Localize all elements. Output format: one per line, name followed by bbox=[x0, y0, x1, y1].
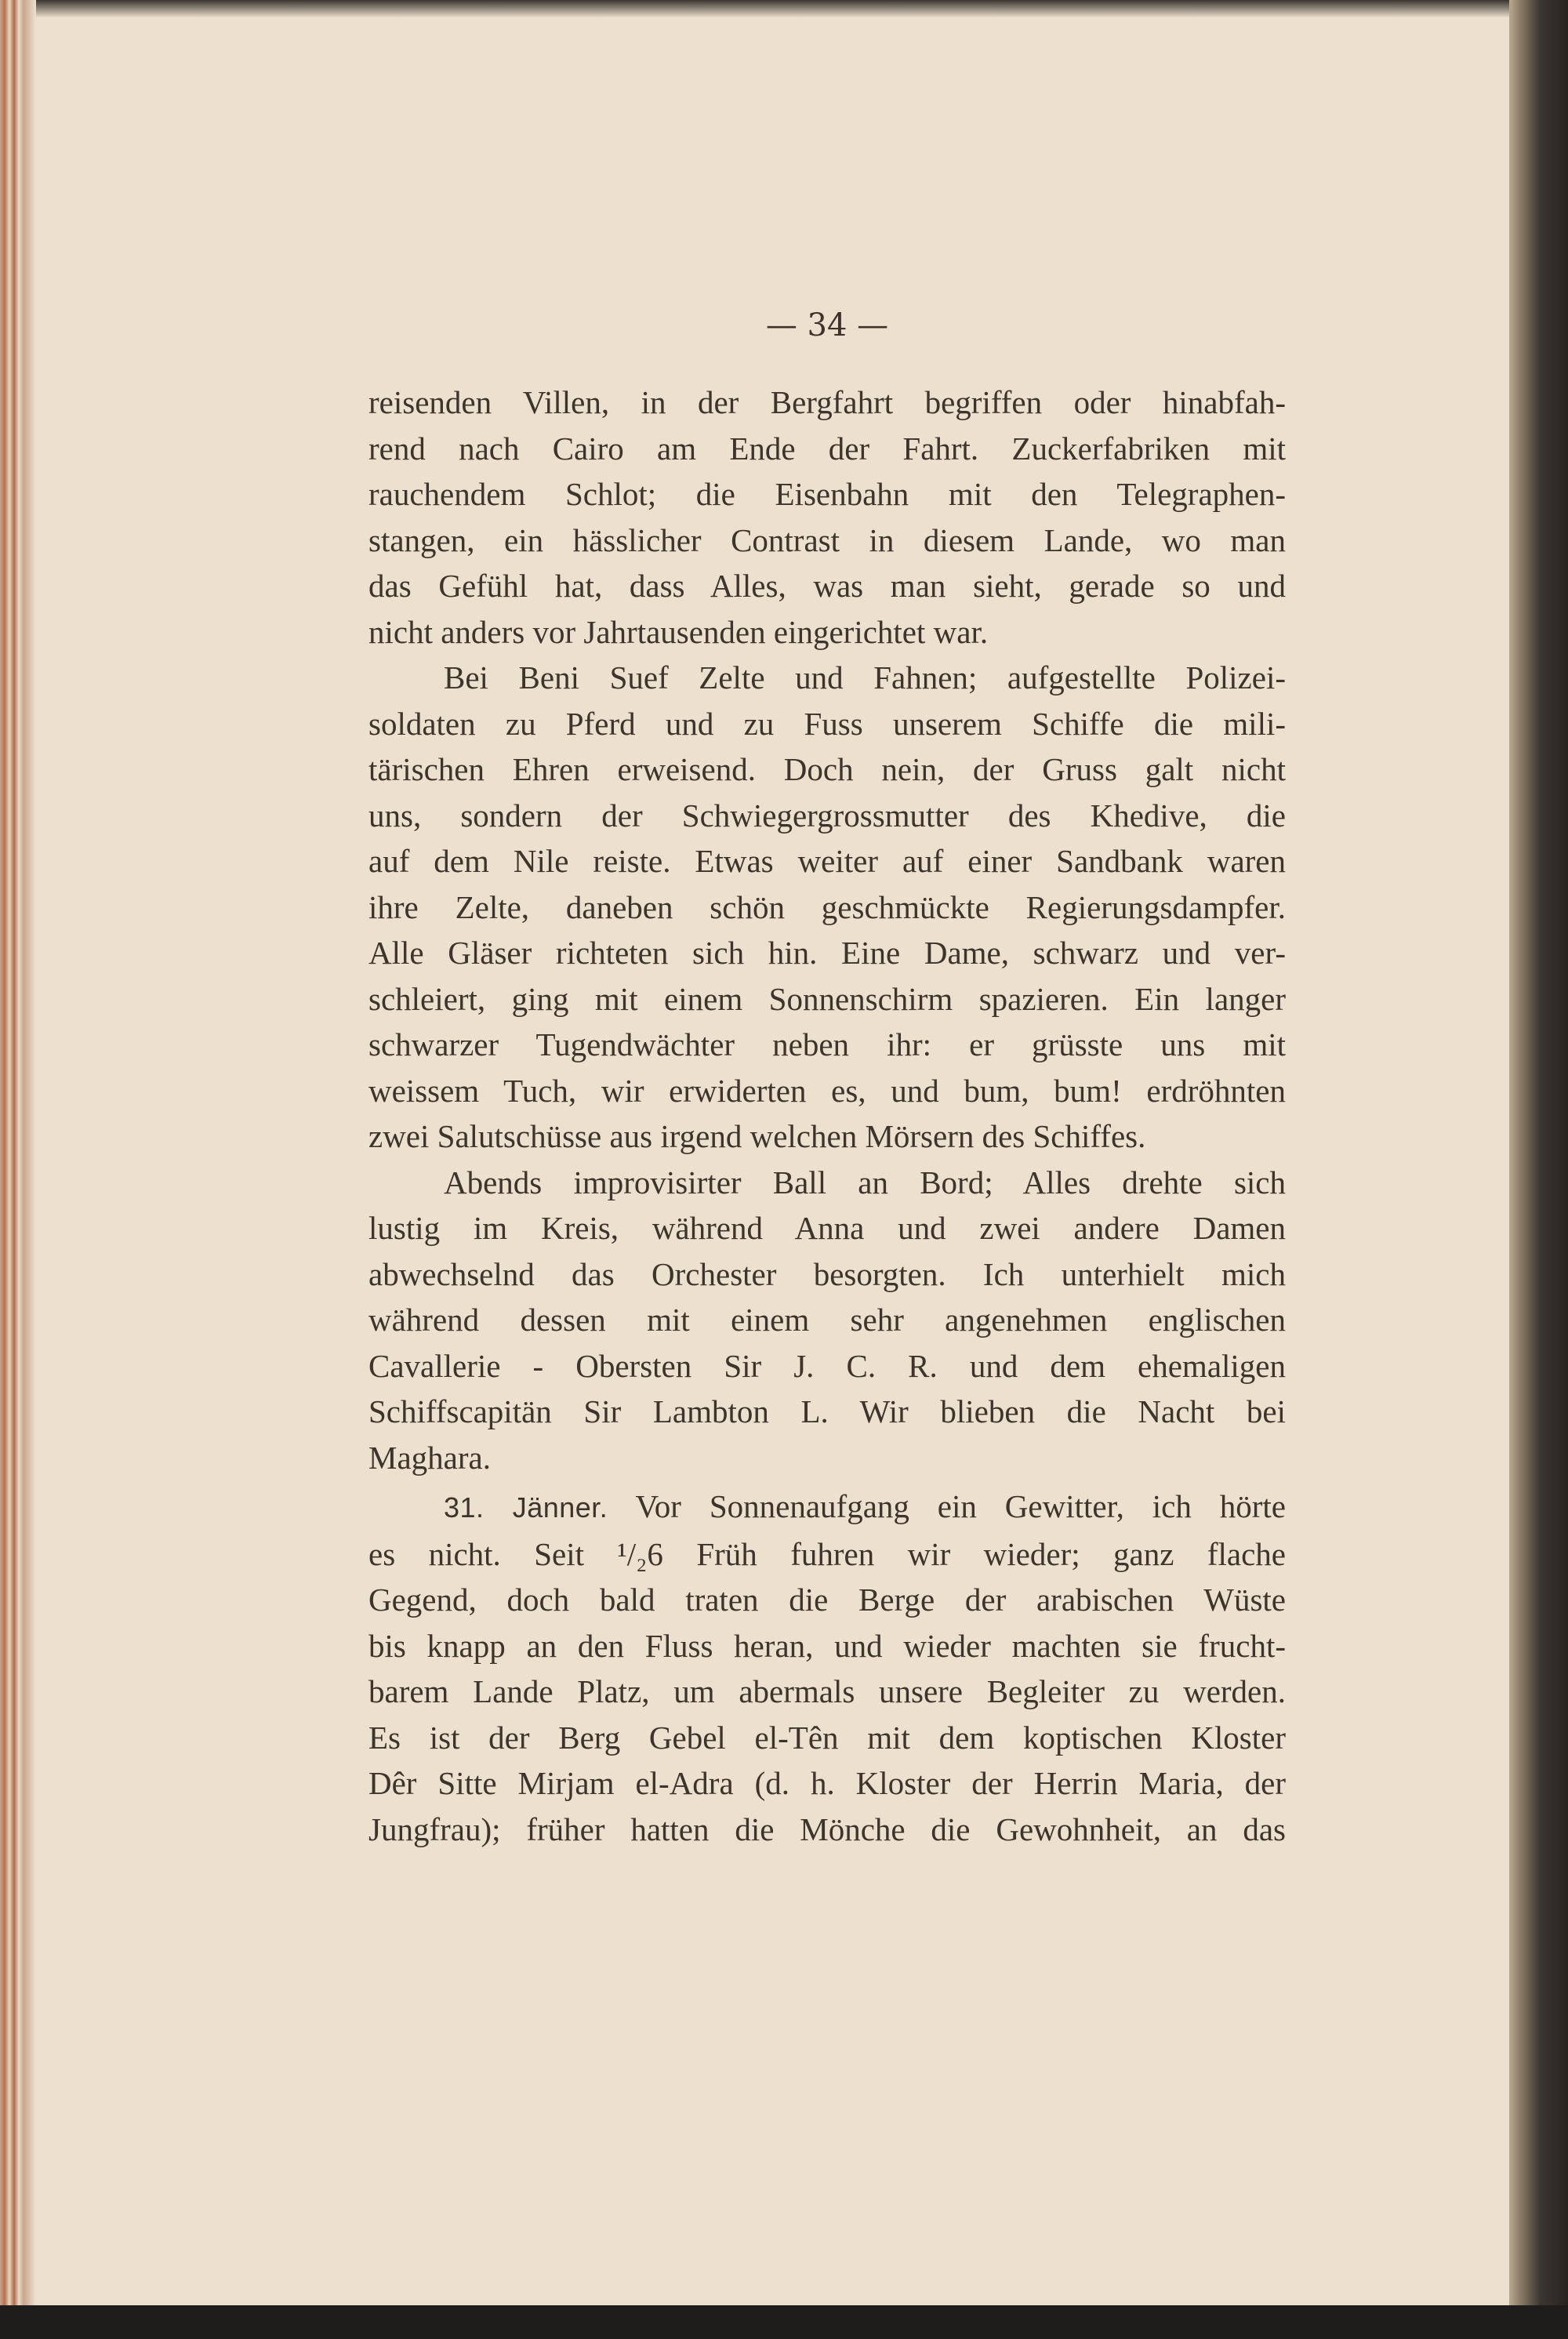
text-line: während dessen mit einem sehr angenehmen englischen bbox=[368, 1302, 1286, 1338]
paragraph-3 bbox=[368, 1160, 1286, 1481]
text-line: Jungfrau); früher hatten die Mönche die Gewohnheit, an das bbox=[368, 1811, 1286, 1847]
book-spine bbox=[1509, 0, 1568, 2339]
paragraph-4 bbox=[368, 1484, 1286, 1852]
text-line: Bei Beni Suef Zelte und Fahnen; aufgestellte Polizei- bbox=[444, 659, 1286, 696]
text-line: Dêr Sitte Mirjam el-Adra (d. h. Kloster der Herrin Maria, der bbox=[368, 1765, 1286, 1801]
text-line: reisenden Villen, in der Bergfahrt begriffen oder hinabfah- bbox=[368, 384, 1286, 420]
body-text bbox=[368, 380, 1286, 1852]
paragraph-2 bbox=[368, 655, 1286, 1160]
text-line: tärischen Ehren erweisend. Doch nein, der Gruss galt nicht bbox=[368, 751, 1286, 787]
text-line: Maghara. bbox=[368, 1439, 491, 1476]
page-top-edge bbox=[0, 0, 1509, 17]
text-line: auf dem Nile reiste. Etwas weiter auf einer Sandbank waren bbox=[368, 843, 1286, 879]
text-line: Es ist der Berg Gebel el-Tên mit dem koptischen Kloster bbox=[368, 1719, 1286, 1756]
text-line: rauchendem Schlot; die Eisenbahn mit den Telegraphen- bbox=[368, 476, 1286, 512]
text-line: nicht anders vor Jahrtausenden eingerichtet war. bbox=[368, 613, 989, 650]
scan-background bbox=[0, 2305, 1568, 2339]
text-line: barem Lande Platz, um abermals unsere Begleiter zu werden. bbox=[368, 1673, 1286, 1709]
text-line: bis knapp an den Fluss heran, und wieder machten sie frucht- bbox=[368, 1627, 1286, 1664]
text-line: stangen, ein hässlicher Contrast in diesem Lande, wo man bbox=[368, 521, 1286, 558]
paragraph-1 bbox=[368, 380, 1286, 655]
text-line: es nicht. Seit ¹/₂6 Früh fuhren wir wieder; ganz flache bbox=[368, 1535, 1286, 1572]
page-stack-edge bbox=[0, 0, 36, 2305]
text-line: schwarzer Tugendwächter neben ihr: er grüsste uns mit bbox=[368, 1026, 1286, 1062]
text-line: das Gefühl hat, dass Alles, was man sieht, gerade so und bbox=[368, 568, 1286, 604]
entry-date: 31. Jänner. bbox=[444, 1491, 608, 1524]
page-number: — 34 — bbox=[765, 307, 889, 343]
text-line: lustig im Kreis, während Anna und zwei andere Damen bbox=[368, 1210, 1286, 1246]
text-line-rest: Vor Sonnenaufgang ein Gewitter, ich hörte bbox=[635, 1488, 1286, 1524]
text-line: ihre Zelte, daneben schön geschmückte Regierungsdampfer. bbox=[368, 888, 1286, 925]
text-line: soldaten zu Pferd und zu Fuss unserem Schiffe die mili- bbox=[368, 705, 1286, 742]
dated-line bbox=[368, 1484, 1286, 1531]
text-line: zwei Salutschüsse aus irgend welchen Mörsern des Schiffes. bbox=[368, 1118, 1146, 1154]
text-line: schleiert, ging mit einem Sonnenschirm spazieren. Ein langer bbox=[368, 980, 1286, 1017]
text-line: Schiffscapitän Sir Lambton L. Wir blieben die Nacht bei bbox=[368, 1393, 1286, 1429]
text-line: weissem Tuch, wir erwiderten es, und bum, bum! erdröhnten bbox=[368, 1072, 1286, 1109]
text-line: Gegend, doch bald traten die Berge der arabischen Wüste bbox=[368, 1582, 1286, 1618]
text-line: uns, sondern der Schwiegergrossmutter des Khedive, die bbox=[368, 797, 1286, 834]
text-line: Abends improvisirter Ball an Bord; Alles drehte sich bbox=[444, 1164, 1286, 1200]
text-line: abwechselnd das Orchester besorgten. Ich unterhielt mich bbox=[368, 1255, 1286, 1292]
text-line: Alle Gläser richteten sich hin. Eine Dame, schwarz und ver- bbox=[368, 935, 1286, 971]
text-line: Cavallerie - Obersten Sir J. C. R. und dem ehemaligen bbox=[368, 1347, 1286, 1384]
text-line: rend nach Cairo am Ende der Fahrt. Zuckerfabriken mit bbox=[368, 430, 1286, 467]
